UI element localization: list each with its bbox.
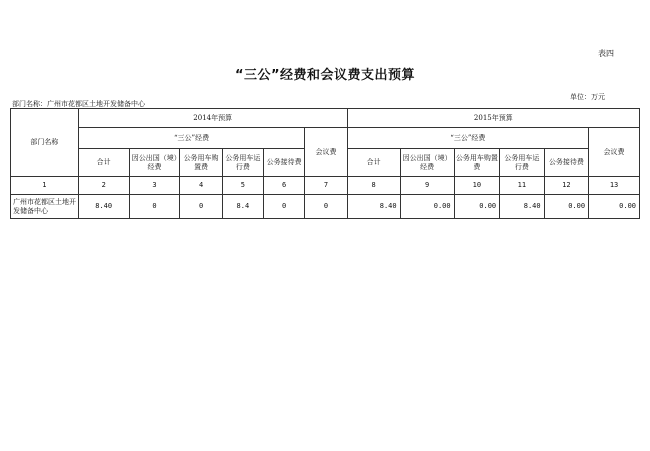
- abroad-2015-value: 0.00: [400, 195, 454, 219]
- reception-2014-value: 0: [264, 195, 305, 219]
- index-cell: 9: [400, 177, 454, 195]
- budget-table: [10, 108, 640, 219]
- total-2014-value: 8.40: [78, 195, 129, 219]
- header-row-years: [11, 109, 640, 128]
- car-run-2014-header: 公务用车运行费: [222, 149, 263, 177]
- index-cell: 8: [347, 177, 400, 195]
- sangong-2015-header: “三公”经费: [347, 128, 588, 149]
- reception-2015-value: 0.00: [544, 195, 588, 219]
- meeting-2014-header: 会议费: [305, 128, 347, 177]
- index-cell: 7: [305, 177, 347, 195]
- index-cell: 13: [589, 177, 640, 195]
- index-cell: 12: [544, 177, 588, 195]
- index-cell: 11: [500, 177, 544, 195]
- meeting-2015-header: 会议费: [589, 128, 640, 177]
- index-cell: 10: [454, 177, 500, 195]
- car-buy-2015-header: 公务用车购置费: [454, 149, 500, 177]
- abroad-2014-value: 0: [129, 195, 180, 219]
- dept-cell: 广州市花都区土地开发储备中心: [11, 195, 79, 219]
- year-2015-header: 2015年预算: [347, 109, 639, 128]
- abroad-2014-header: 因公出国（境）经费: [129, 149, 180, 177]
- index-cell: 3: [129, 177, 180, 195]
- car-buy-2014-value: 0: [180, 195, 222, 219]
- total-2014-header: 合计: [78, 149, 129, 177]
- car-run-2015-header: 公务用车运行费: [500, 149, 544, 177]
- index-cell: 1: [11, 177, 79, 195]
- car-buy-2015-value: 0.00: [454, 195, 500, 219]
- reception-2014-header: 公务接待费: [264, 149, 305, 177]
- car-buy-2014-header: 公务用车购置费: [180, 149, 222, 177]
- total-2015-value: 8.40: [347, 195, 400, 219]
- index-row: [11, 177, 640, 195]
- dept-header: 部门名称: [11, 109, 79, 177]
- index-cell: 2: [78, 177, 129, 195]
- table-row: [11, 195, 640, 219]
- abroad-2015-header: 因公出国（境）经费: [400, 149, 454, 177]
- car-run-2015-value: 8.40: [500, 195, 544, 219]
- total-2015-header: 合计: [347, 149, 400, 177]
- department-line: 部门名称：广州市花都区土地开发储备中心: [12, 100, 145, 108]
- page-title: “三公”经费和会议费支出预算: [234, 68, 416, 83]
- meeting-2015-value: 0.00: [589, 195, 640, 219]
- index-cell: 5: [222, 177, 263, 195]
- year-2014-header: 2014年预算: [78, 109, 347, 128]
- index-cell: 4: [180, 177, 222, 195]
- header-row-groups: [11, 128, 640, 149]
- meeting-2014-value: 0: [305, 195, 347, 219]
- car-run-2014-value: 8.4: [222, 195, 263, 219]
- sangong-2014-header: “三公”经费: [78, 128, 305, 149]
- index-cell: 6: [264, 177, 305, 195]
- reception-2015-header: 公务接待费: [544, 149, 588, 177]
- page-label: 表四: [598, 49, 614, 58]
- unit-label: 单位：万元: [570, 93, 605, 101]
